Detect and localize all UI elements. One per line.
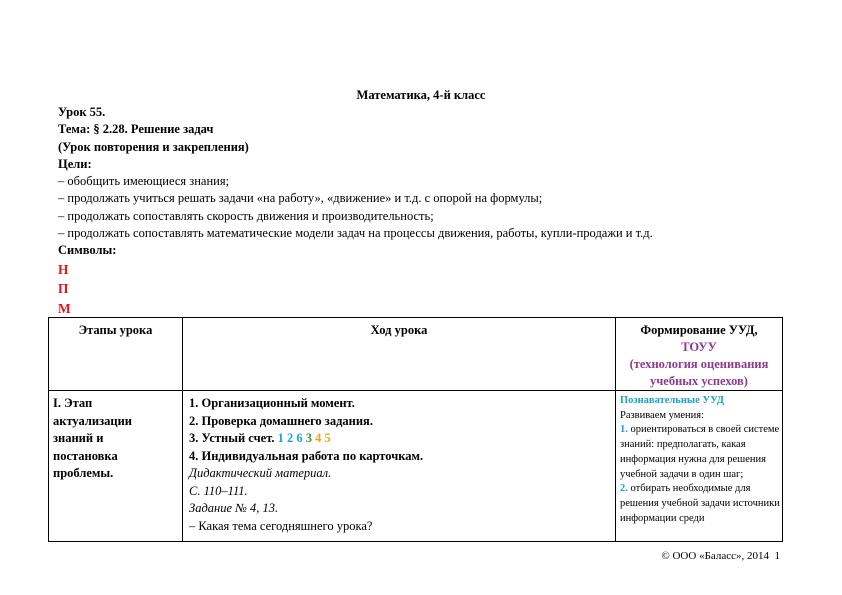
digit-4: 4 [315, 431, 322, 445]
lesson-header [58, 104, 798, 318]
lesson-table [48, 317, 783, 542]
header-course: Ход урока [183, 318, 616, 391]
header-uud-line3: (технология оценивания [629, 357, 769, 371]
uud-title: Познавательные УУД [620, 395, 724, 406]
goal-item: – продолжать учиться решать задачи «на работу», «движение» и т.д. с опорой на формулы; [58, 191, 543, 206]
digit-3: 3 [305, 431, 313, 445]
table-row [49, 391, 783, 542]
page-number: 1 [774, 550, 780, 562]
table-header-row [49, 318, 783, 391]
goal-item: – продолжать сопоставлять скорость движения и производительность; [58, 208, 434, 223]
task-ref: Задание № 4, 13. [189, 501, 279, 515]
digit-2: 2 [287, 431, 294, 445]
goal-item: – продолжать сопоставлять математические модели задач на процессы движения, работы, купли-продажи и т.д. [58, 226, 653, 241]
goal-item: – обобщить имеющиеся знания; [58, 174, 230, 189]
page-title: Математика, 4-й класс [356, 88, 486, 102]
footer [661, 550, 780, 562]
uud-skill-2: 2. отбирать необходимые для решения учебной задачи источники информации среди [620, 483, 780, 524]
symbol-m: М [58, 300, 71, 316]
digit-6: 6 [296, 431, 303, 445]
header-uud-line2: ТОУУ [681, 340, 717, 354]
course-item-1: 1. Организационный момент. [189, 396, 355, 410]
didactic-material: Дидактический материал. [189, 466, 332, 480]
course-item-4: 4. Индивидуальная работа по карточкам. [189, 448, 424, 463]
lesson-topic: Тема: § 2.28. Решение задач [58, 122, 214, 137]
digit-5: 5 [324, 431, 331, 445]
copyright: © ООО «Баласс», 2014 [661, 550, 769, 562]
symbols-label: Символы: [58, 243, 117, 258]
header-uud [616, 318, 783, 391]
header-uud-line1: Формирование УУД, [640, 323, 758, 337]
lesson-number: Урок 55. [58, 105, 106, 119]
goals-label: Цели: [58, 156, 92, 171]
topic-question: – Какая тема сегодняшнего урока? [189, 518, 373, 533]
pages-ref: С. 110–111. [189, 483, 248, 498]
uud-intro: Развиваем умения: [620, 409, 705, 421]
header-uud-line4: учебных успехов) [650, 374, 748, 388]
stage-cell: I. Этап актуализации знаний и постановка проблемы. [49, 391, 183, 542]
course-item-2: 2. Проверка домашнего задания. [189, 413, 373, 428]
uud-skill-1: 1. ориентироваться в своей системе знаний: предполагать, какая информация нужна для решения учебной задачи в один шаг; [620, 424, 780, 480]
lesson-type: (Урок повторения и закрепления) [58, 139, 249, 154]
uud-cell [616, 391, 783, 542]
course-cell [183, 391, 616, 542]
header-stages: Этапы урока [49, 318, 183, 391]
symbol-p: П [58, 281, 69, 297]
symbol-n: Н [58, 261, 69, 277]
digit-1: 1 [277, 431, 284, 445]
course-item-3: 3. Устный счет. 1 2 6 3 4 5 [189, 431, 331, 445]
